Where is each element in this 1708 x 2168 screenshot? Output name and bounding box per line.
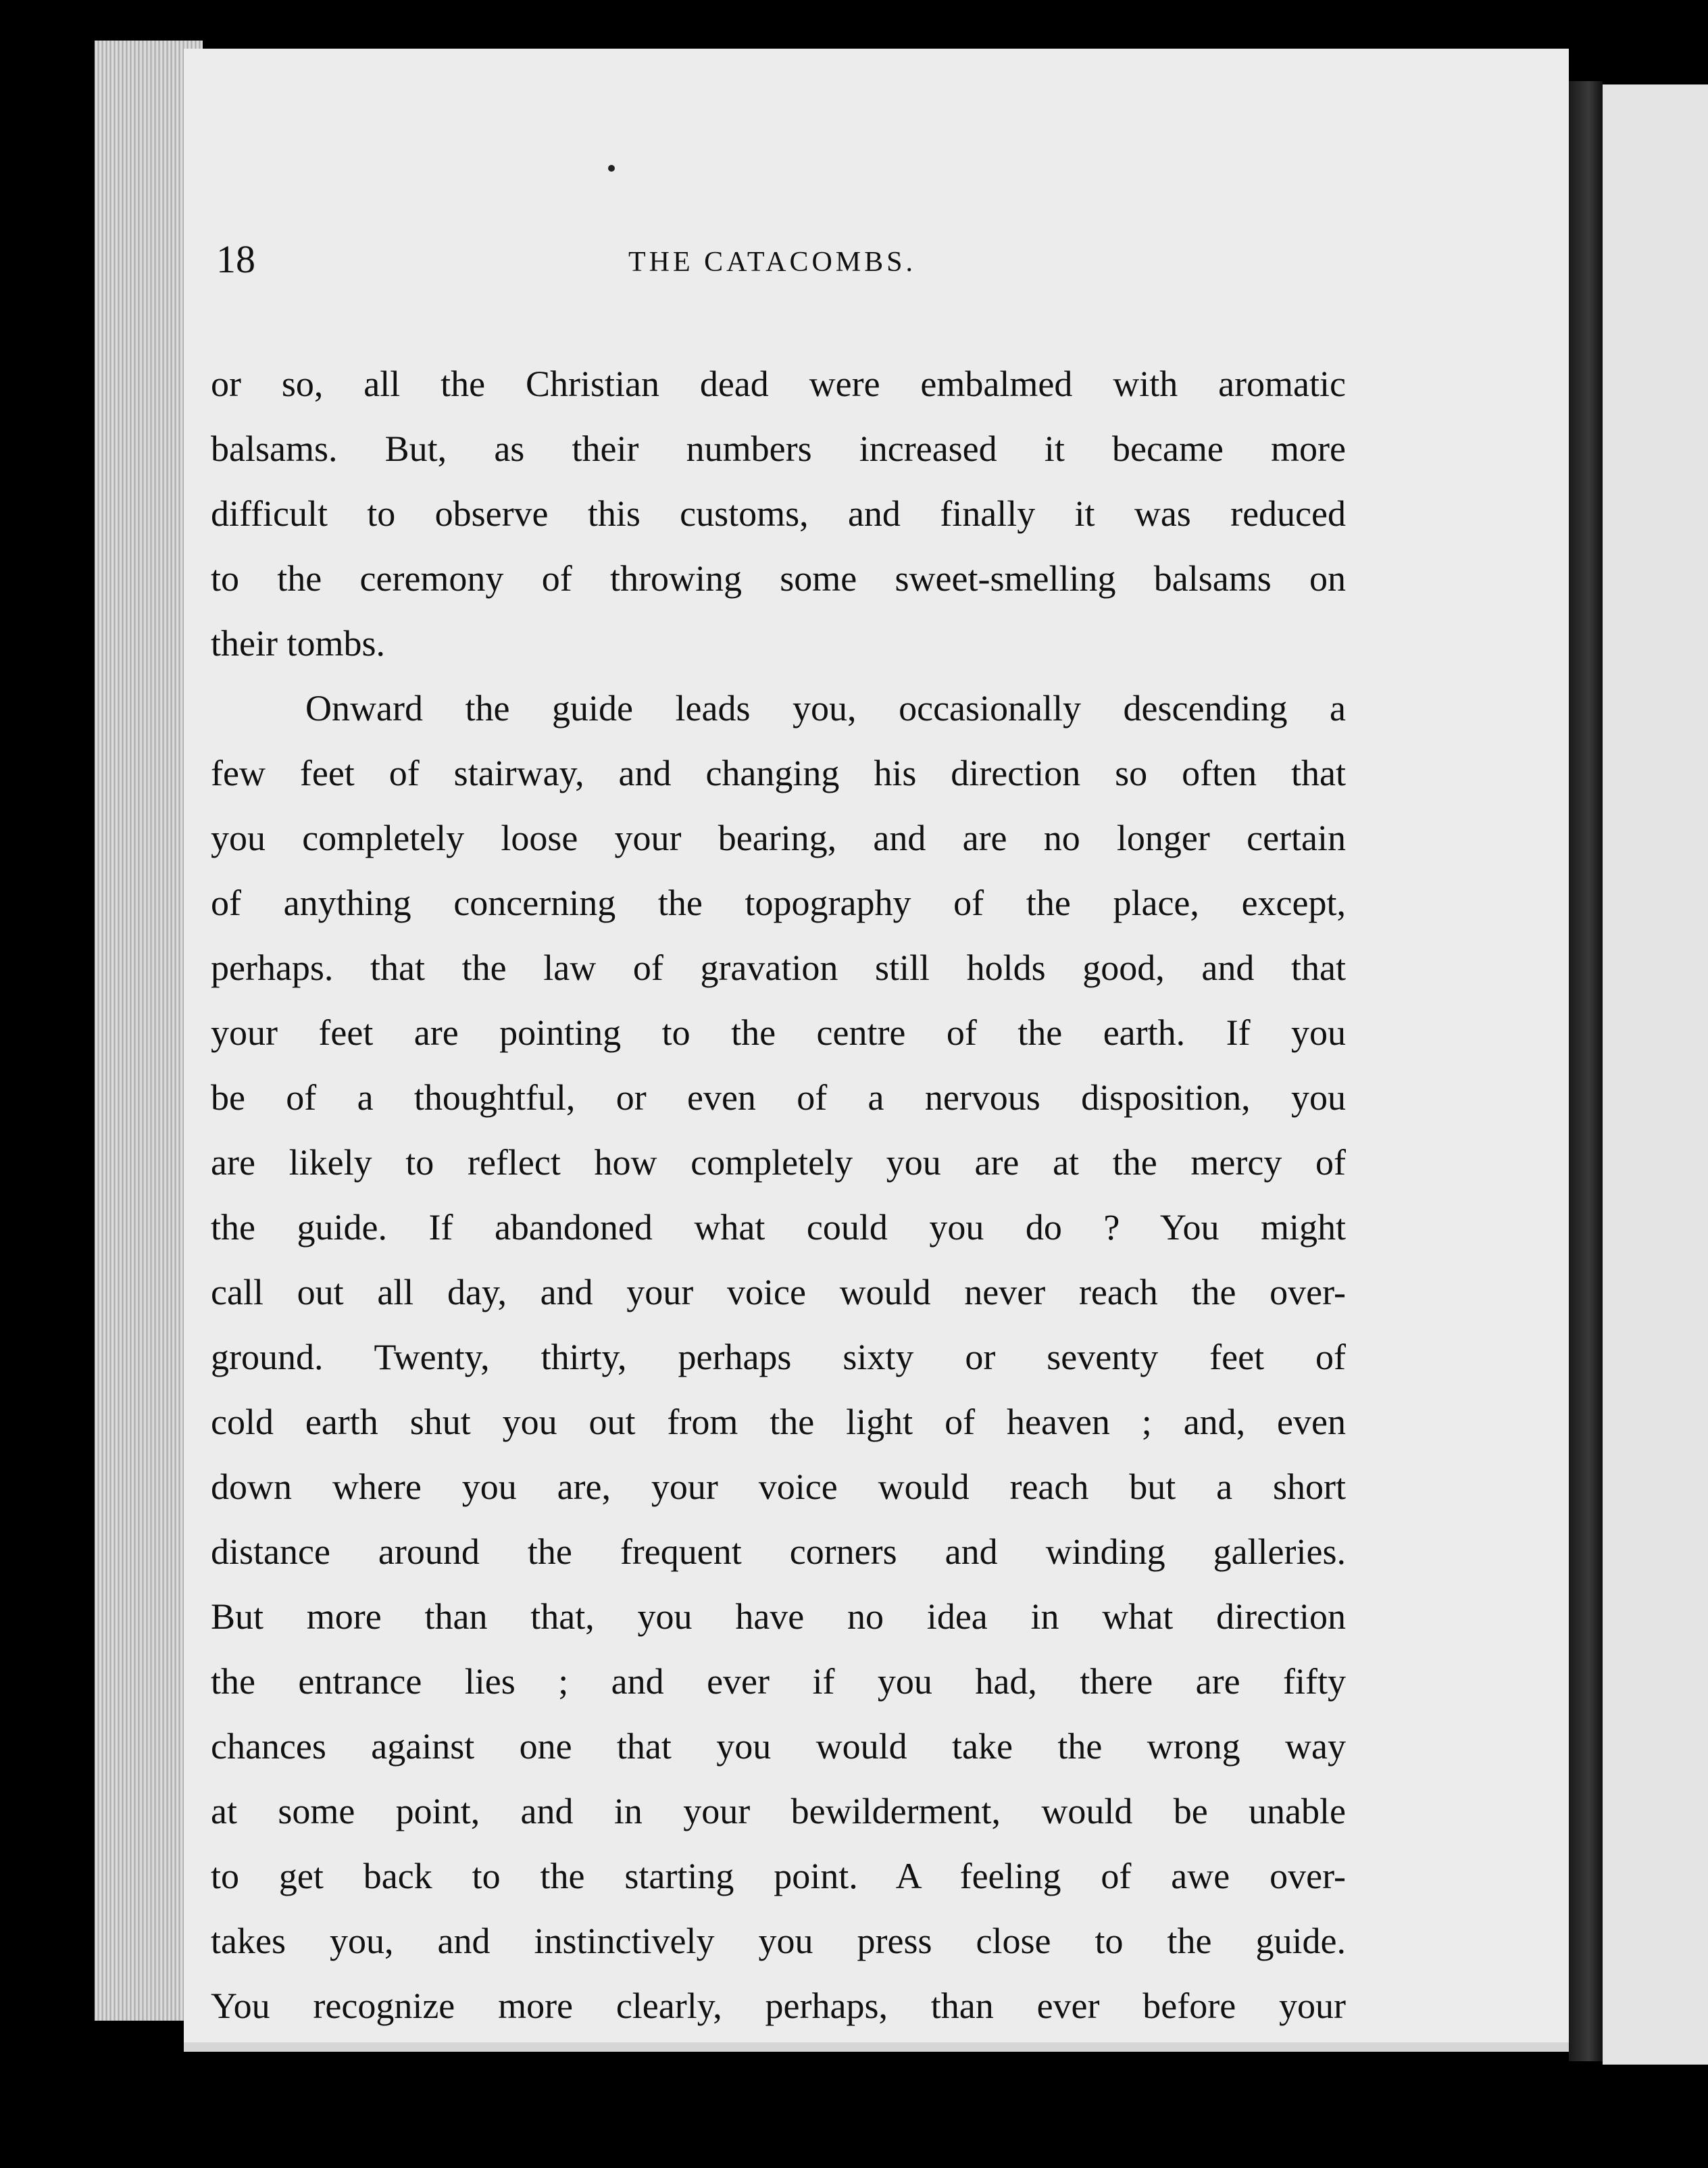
text-line: their tombs.: [211, 623, 385, 664]
text-line: the guide. If abandoned what could you do ? You might: [211, 1207, 1346, 1248]
text-line: down where you are, your voice would reach but a short: [211, 1467, 1346, 1507]
text-line: But more than that, you have no idea in what direction: [211, 1596, 1346, 1637]
ink-speck: [608, 165, 615, 172]
text-line: to get back to the starting point. A feeling of awe over-: [211, 1856, 1346, 1896]
text-line: few feet of stairway, and changing his direction so often that: [211, 753, 1346, 793]
text-line: difficult to observe this customs, and finally it was reduced: [211, 493, 1346, 534]
text-line: or so, all the Christian dead were embalmed with aromatic: [211, 364, 1346, 404]
text-line: takes you, and instinctively you press close to the guide.: [211, 1921, 1346, 1961]
text-line: at some point, and in your bewilderment, would be unable: [211, 1791, 1346, 1831]
running-head: THE CATACOMBS.: [628, 247, 917, 278]
text-line: ground. Twenty, thirty, perhaps sixty or seventy feet of: [211, 1337, 1346, 1377]
text-line: distance around the frequent corners and winding galleries.: [211, 1531, 1346, 1572]
text-line: your feet are pointing to the centre of the earth. If you: [211, 1012, 1346, 1053]
page-number: 18: [216, 237, 255, 281]
text-line: perhaps. that the law of gravation still holds good, and that: [211, 947, 1346, 988]
book-gutter: [1569, 81, 1603, 2061]
text-line: cold earth shut you out from the light of heaven ; and, even: [211, 1402, 1346, 1442]
paragraph-first-line: Onward the guide leads you, occasionally descending a: [305, 688, 1346, 729]
text-line: are likely to reflect how completely you are at the mercy of: [211, 1142, 1346, 1183]
text-line: call out all day, and your voice would never reach the over-: [211, 1272, 1346, 1312]
text-line: to the ceremony of throwing some sweet-smelling balsams on: [211, 558, 1346, 599]
text-line: of anything concerning the topography of the place, except,: [211, 883, 1346, 923]
text-line: the entrance lies ; and ever if you had, there are fifty: [211, 1661, 1346, 1702]
facing-page: [1603, 84, 1708, 2065]
text-line: you completely loose your bearing, and are no longer certain: [211, 818, 1346, 858]
body-text: [211, 351, 1346, 2038]
page-header: [216, 237, 1351, 291]
text-line: You recognize more clearly, perhaps, than ever before your: [211, 1986, 1346, 2026]
text-line: chances against one that you would take the wrong way: [211, 1726, 1346, 1767]
text-line: balsams. But, as their numbers increased it became more: [211, 428, 1346, 469]
text-line: be of a thoughtful, or even of a nervous disposition, you: [211, 1077, 1346, 1118]
